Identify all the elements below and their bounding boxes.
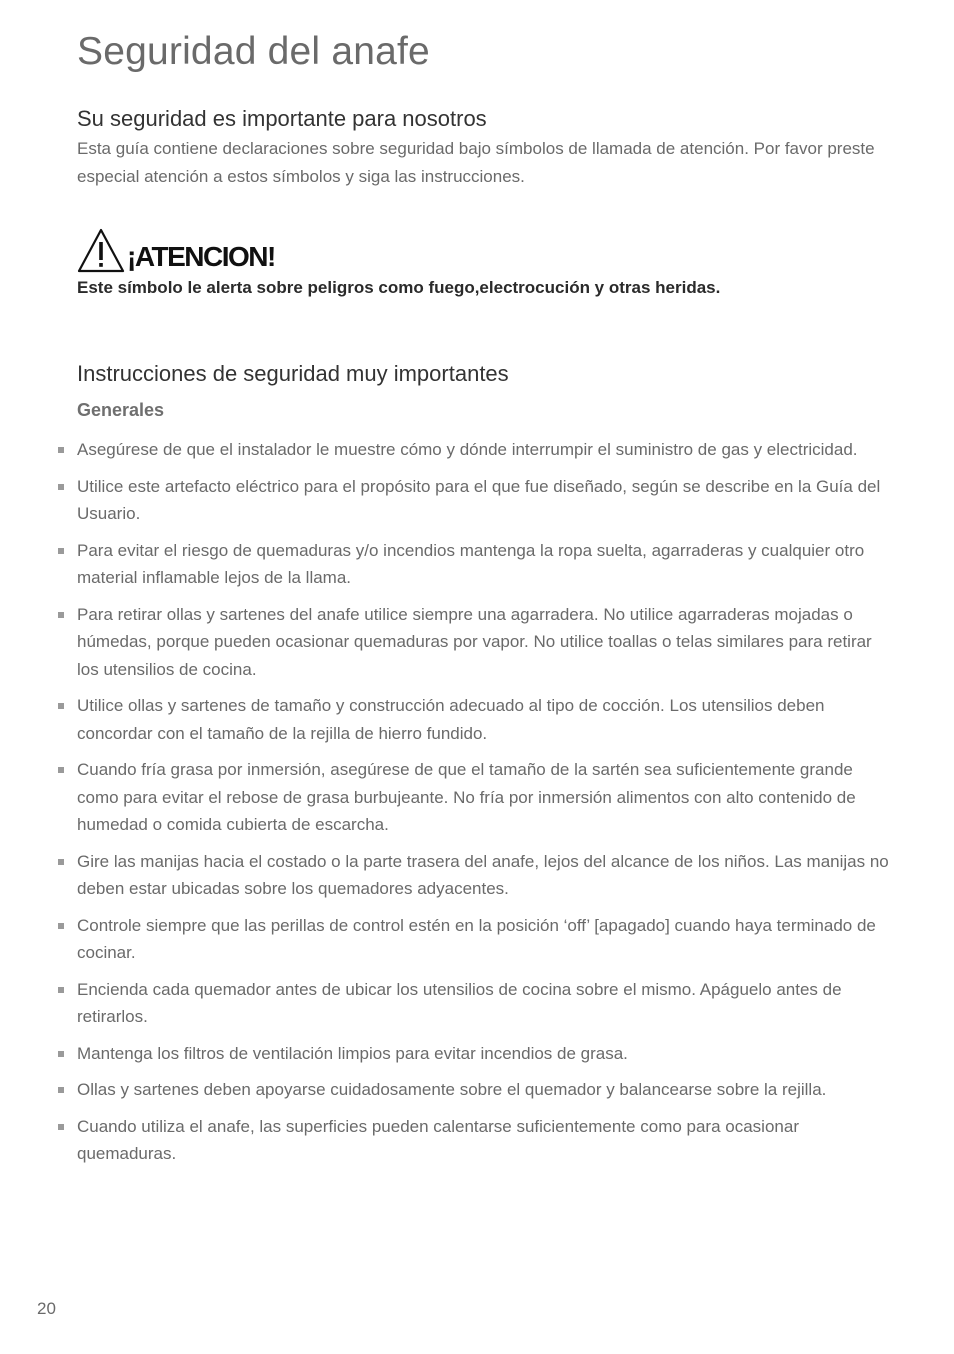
bullet-square-icon bbox=[58, 1051, 64, 1057]
bullet-square-icon bbox=[58, 612, 64, 618]
list-item bbox=[0, 692, 897, 747]
instructions-list bbox=[0, 436, 954, 1177]
list-item bbox=[0, 473, 897, 528]
list-item bbox=[0, 537, 897, 592]
page-number: 20 bbox=[37, 1299, 56, 1318]
bullet-square-icon bbox=[58, 703, 64, 709]
list-item bbox=[0, 756, 897, 839]
list-item bbox=[0, 601, 897, 684]
intro-heading: Su seguridad es importante para nosotros bbox=[77, 106, 487, 131]
warning-triangle-icon bbox=[77, 228, 125, 274]
list-item-text: Controle siempre que las perillas de control estén en la posición ‘off’ [apagado] cuando haya terminado de cocinar. bbox=[77, 915, 876, 962]
list-item-text: Cuando fría grasa por inmersión, asegúrese de que el tamaño de la sartén sea suficientemente grande como para evitar el rebose de grasa burbujeante. No fría por inmersión alimentos con alto contenido de humedad o comida cubierta de escarcha. bbox=[77, 760, 856, 834]
warning-title: ¡ATENCION! bbox=[127, 241, 275, 272]
list-item bbox=[0, 1040, 897, 1068]
list-item-text: Utilice este artefacto eléctrico para el propósito para el que fue diseñado, según se describe en la Guía del Usuario. bbox=[77, 476, 881, 523]
list-item bbox=[0, 976, 897, 1031]
intro-body: Esta guía contiene declaraciones sobre seguridad bajo símbolos de llamada de atención. Por favor preste especial atención a estos símbolos y siga las instrucciones. bbox=[77, 139, 875, 186]
bullet-square-icon bbox=[58, 548, 64, 554]
warning-text: Este símbolo le alerta sobre peligros como fuego,electrocución y otras heridas. bbox=[77, 278, 721, 297]
list-item bbox=[0, 436, 897, 464]
list-item-text: Cuando utiliza el anafe, las superficies pueden calentarse suficientemente como para ocasionar quemaduras. bbox=[77, 1116, 799, 1163]
list-item bbox=[0, 912, 897, 967]
list-item-text: Ollas y sartenes deben apoyarse cuidadosamente sobre el quemador y balancearse sobre la rejilla. bbox=[77, 1080, 827, 1099]
list-item bbox=[0, 1076, 897, 1104]
bullet-square-icon bbox=[58, 1087, 64, 1093]
instructions-subheading: Generales bbox=[77, 400, 165, 420]
list-item bbox=[0, 1113, 897, 1168]
list-item-text: Para evitar el riesgo de quemaduras y/o incendios mantenga la ropa suelta, agarraderas y cualquier otro material inflamable lejos de la llama. bbox=[77, 540, 865, 587]
list-item-text: Asegúrese de que el instalador le muestre cómo y dónde interrumpir el suministro de gas y electricidad. bbox=[77, 440, 858, 459]
bullet-square-icon bbox=[58, 987, 64, 993]
list-item bbox=[0, 848, 897, 903]
bullet-square-icon bbox=[58, 1124, 64, 1130]
bullet-square-icon bbox=[58, 447, 64, 453]
warning-header bbox=[77, 226, 897, 274]
bullet-square-icon bbox=[58, 767, 64, 773]
list-item-text: Para retirar ollas y sartenes del anafe utilice siempre una agarradera. No utilice agarraderas mojadas o húmedas, porque pueden ocasionar quemaduras por vapor. No utilice toallas o telas similares para retirar los utensilios de cocina. bbox=[77, 604, 872, 679]
instructions-heading: Instrucciones de seguridad muy importantes bbox=[77, 361, 509, 386]
page-title: Seguridad del anafe bbox=[77, 30, 430, 73]
warning-block bbox=[77, 226, 897, 298]
bullet-square-icon bbox=[58, 484, 64, 490]
bullet-square-icon bbox=[58, 859, 64, 865]
list-item-text: Mantenga los filtros de ventilación limpios para evitar incendios de grasa. bbox=[77, 1043, 628, 1063]
list-item-text: Utilice ollas y sartenes de tamaño y construcción adecuado al tipo de cocción. Los utensilios deben concordar con el tamaño de la rejilla de hierro fundido. bbox=[77, 696, 825, 743]
bullet-square-icon bbox=[58, 923, 64, 929]
list-item-text: Encienda cada quemador antes de ubicar los utensilios de cocina sobre el mismo. Apáguelo antes de retirarlos. bbox=[77, 979, 842, 1026]
list-item-text: Gire las manijas hacia el costado o la parte trasera del anafe, lejos del alcance de los niños. Las manijas no deben estar ubicadas sobre los quemadores adyacentes. bbox=[77, 851, 889, 898]
